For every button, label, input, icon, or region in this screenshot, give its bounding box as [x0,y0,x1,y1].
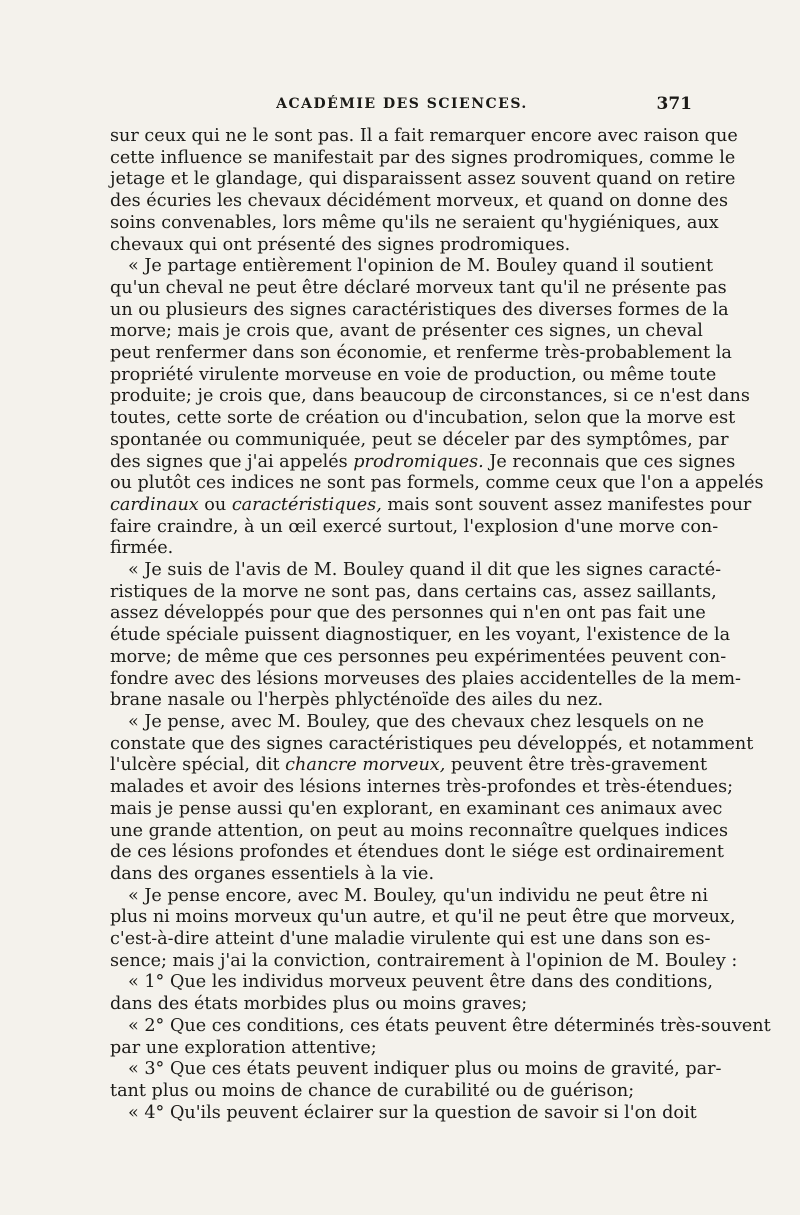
text-run: des signes que j'ai appelés [110,451,354,472]
text-line [110,516,719,539]
text-run: qu'un cheval ne peut être déclaré morveux tant qu'il ne présente pas [110,277,727,298]
text-run: cette influence se manifestait par des signes prodromiques, comme le [110,147,736,168]
text-run: « 3° Que ces états peuvent indiquer plus ou moins de gravité, par- [128,1059,722,1080]
text-line [110,1038,694,1060]
italic-term: prodromiques. [353,451,484,472]
text-run: « 2° Que ces conditions, ces états peuvent être déterminés très-souvent [128,1015,771,1036]
text-run: c'est-à-dire atteint d'une maladie virulente qui est une dans son es- [110,929,711,950]
text-run: peuvent être très-gravement [445,755,708,776]
text-line [110,820,728,843]
italic-term: chancre morveux, [285,755,446,776]
text-line [110,885,708,908]
text-run: « 1° Que les individus morveux peuvent être dans des conditions, [128,972,714,993]
text-run: tant plus ou moins de chance de curabilité ou de guérison; [110,1080,635,1101]
text-line [110,972,714,994]
text-run: « 4° Qu'ils peuvent éclairer sur la question de savoir si l'on doit [128,1102,697,1123]
text-run: firmée. [110,538,174,559]
text-run: assez développés pour que des personnes qui n'en ont pas fait une [110,603,706,624]
text-line [110,777,734,799]
text-run: « Je partage entièrement l'opinion de M. Bouley quand il soutient [128,256,714,277]
text-line [110,343,732,365]
text-run: morve; de même que ces personnes peu expérimentées peuvent con- [110,646,727,667]
text-line [110,603,706,625]
text-line [110,1102,697,1125]
text-run: dans des états morbides plus ou moins graves; [110,994,528,1015]
text-run: dans des organes essentiels à la vie. [110,863,435,884]
text-line [110,625,731,647]
text-run: fondre avec des lésions morveuses des plaies accidentelles de la mem- [110,668,741,689]
text-line [110,299,729,322]
text-line [110,473,764,495]
text-line [110,321,703,343]
text-run: « Je pense encore, avec M. Bouley, qu'un individu ne peut être ni [128,885,708,906]
text-run: chevaux qui ont présenté des signes prodromiques. [110,234,571,255]
text-run: par une exploration attentive; [110,1037,377,1058]
running-title: ACADÉMIE DES SCIENCES. [276,96,528,112]
body-text [110,126,771,1124]
text-run: sence; mais j'ai la conviction, contrairement à l'opinion de M. Bouley : [110,950,738,971]
text-line [110,386,750,408]
text-line [110,733,754,756]
text-line [110,929,711,951]
text-line [110,256,714,278]
text-line [110,191,728,213]
italic-term: cardinaux [110,494,199,515]
text-line [110,364,717,387]
text-line [110,711,705,734]
text-line [110,408,736,430]
text-run: jetage et le glandage, qui disparaissent assez souvent quand on retire [110,169,736,190]
text-run: faire craindre, à un œil exercé surtout, l'explosion d'une morve con- [110,516,719,537]
text-line [110,1015,771,1038]
text-line [110,277,727,300]
text-run: morve; mais je crois que, avant de présenter ces signes, un cheval [110,321,703,342]
text-line [110,1081,694,1103]
text-line [110,646,727,669]
text-run: l'ulcère spécial, dit [110,755,286,776]
text-line [110,169,736,191]
text-run: produite; je crois que, dans beaucoup de circonstances, si ce n'est dans [110,386,750,407]
text-run: un ou plusieurs des signes caractéristiques des diverses formes de la [110,299,729,320]
text-line [110,755,708,777]
text-line [110,212,719,235]
text-run: propriété virulente morveuse en voie de production, ou même toute [110,364,717,385]
text-run: mais sont souvent assez manifestes pour [381,494,752,515]
text-run: ristiques de la morve ne sont pas, dans certains cas, assez saillants, [110,581,717,602]
italic-term: caractéristiques, [231,494,382,515]
text-line [110,950,738,973]
text-run: « Je pense, avec M. Bouley, que des chevaux chez lesquels on ne [128,711,705,732]
text-line [110,842,724,864]
text-run: ou [198,494,232,515]
text-run: étude spéciale puissent diagnostiquer, en les voyant, l'existence de la [110,625,731,646]
text-line [110,668,741,691]
text-line [110,494,752,517]
text-run: des écuries les chevaux décidément morveux, et quand on donne des [110,191,728,212]
text-line [110,907,736,929]
text-run: peut renfermer dans son économie, et renferme très-probablement la [110,343,732,364]
text-run: de ces lésions profondes et étendues dont le siége est ordinairement [110,842,724,863]
text-line [110,235,694,257]
text-line [110,429,729,452]
running-head [110,96,694,120]
text-run: soins convenables, lors même qu'ils ne seraient qu'hygiéniques, aux [110,212,719,233]
text-run: constate que des signes caractéristiques peu développés, et notamment [110,733,754,754]
text-run: plus ni moins morveux qu'un autre, et qu'il ne peut être que morveux, [110,907,736,928]
text-line [110,1059,722,1081]
text-run: Je reconnais que ces signes [483,451,736,472]
page-number: 371 [656,94,692,114]
text-line [110,864,694,886]
text-line [110,581,717,604]
text-run: malades et avoir des lésions internes très-profondes et très-étendues; [110,777,734,798]
text-line [110,690,694,712]
text-line [110,994,694,1016]
text-run: une grande attention, on peut au moins reconnaître quelques indices [110,820,728,841]
text-run: mais je pense aussi qu'en explorant, en examinant ces animaux avec [110,798,723,819]
text-line [110,147,736,170]
text-line [110,798,723,821]
text-run: spontanée ou communiquée, peut se déceler par des symptômes, par [110,429,729,450]
text-line [110,126,738,148]
text-run: « Je suis de l'avis de M. Bouley quand il dit que les signes caracté- [128,560,722,581]
text-line [110,560,722,582]
text-run: sur ceux qui ne le sont pas. Il a fait remarquer encore avec raison que [110,126,738,146]
text-run: toutes, cette sorte de création ou d'incubation, selon que la morve est [110,408,736,429]
text-line [110,538,694,560]
text-line [110,451,736,474]
text-run: ou plutôt ces indices ne sont pas formels, comme ceux que l'on a appelés [110,473,764,494]
text-run: brane nasale ou l'herpès phlycténoïde des ailes du nez. [110,690,604,711]
